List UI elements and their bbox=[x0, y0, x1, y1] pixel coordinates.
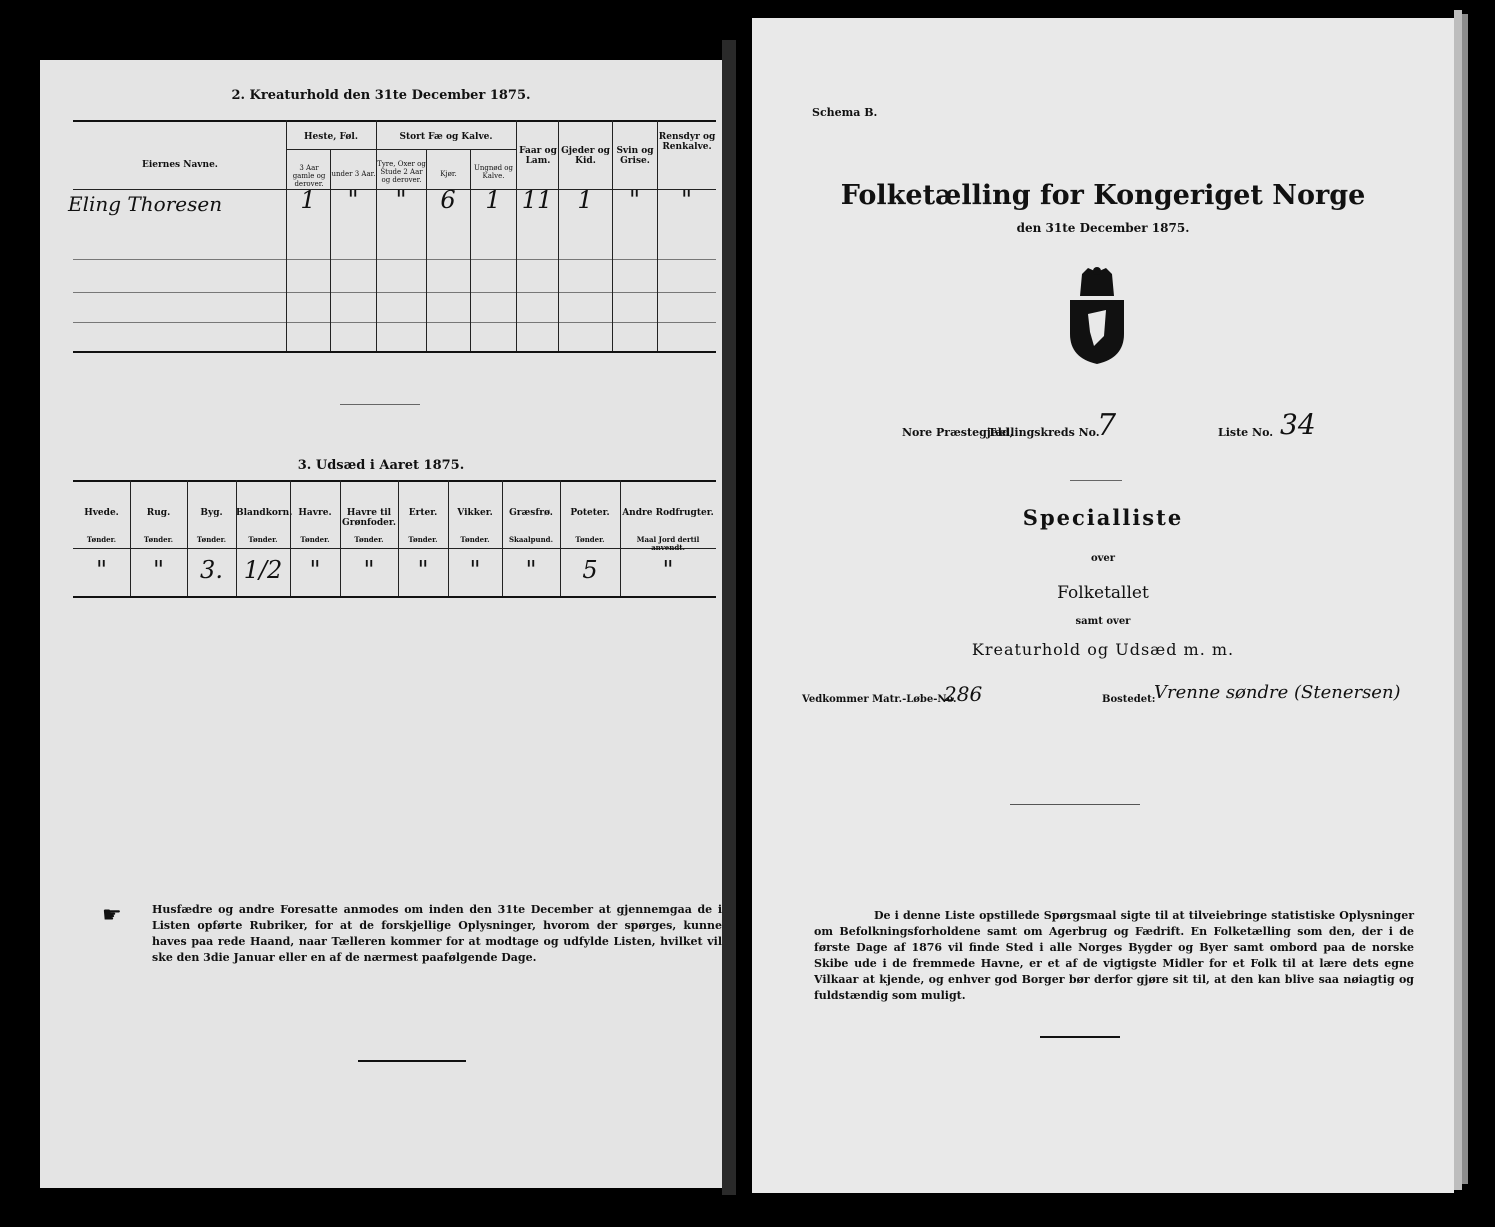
divider bbox=[1010, 804, 1140, 805]
header-pigs: Svin og Grise. bbox=[616, 146, 654, 166]
notice-text: Husfædre og andre Foresatte anmodes om inden den 31te December at gjennemgaa de i Listen opførte Rubriker, for at de forskjellige Oplysninger, hvorom der spørges, kunne haves paa rede Haand, naar Tælleren kommer for at modtage og udfylde Listen, hvilket vil ske den 3die Januar eller en af de nærmest paafølgende Dage. bbox=[152, 903, 722, 964]
col-line bbox=[376, 120, 377, 351]
coat-of-arms-icon bbox=[1054, 266, 1140, 366]
section3-title: 3. Udsæd i Aaret 1875. bbox=[297, 458, 465, 473]
binding-gutter bbox=[722, 40, 736, 1195]
sowing-header-unit: Maal Jord dertil anvendt. bbox=[636, 535, 700, 552]
table2-row-rule bbox=[73, 292, 716, 293]
sowing-header-name: Havre til Grønfoder. bbox=[342, 508, 396, 528]
info-paragraph: De i denne Liste opstillede Spørgsmaal sigte til at tilveiebringe statistiske Oplysninger om Befolkningsforholdene samt om Agerbrug og Fædrift. En Folketælling som den, der i de første Dage af 1876 vil finde Sted i alle Norges Bygder og Byer samt ombord paa de norske Skibe ude i de fremmede Havne, er et af de vigtigste Midler for et Folk til at lære dets egne Vilkaar at kjende, og enhver god Borger bør derfor gjøre sit til, at den kan blive saa nøiagtig og fuldstændig som muligt. bbox=[814, 909, 1414, 1002]
sowing-value: " bbox=[95, 556, 108, 584]
folketallet-title: Folketallet bbox=[1057, 583, 1149, 603]
sowing-header-unit: Tønder. bbox=[143, 535, 174, 544]
sowing-header-unit: Tønder. bbox=[248, 535, 278, 544]
sowing-header-unit: Tønder. bbox=[300, 535, 330, 544]
header-horses: Heste, Føl. bbox=[304, 132, 358, 142]
main-title: Folketælling for Kongeriget Norge bbox=[840, 180, 1366, 211]
value-horses-old: 1 bbox=[300, 186, 316, 214]
district-value: 7 bbox=[1097, 408, 1117, 443]
pointing-hand-icon: ☛ bbox=[102, 903, 122, 928]
header-horses-young: under 3 Aar. bbox=[331, 170, 376, 178]
right-page bbox=[752, 18, 1454, 1193]
sowing-header-unit: Tønder. bbox=[354, 535, 384, 544]
col-line bbox=[330, 149, 331, 351]
sowing-header-name: Poteter. bbox=[570, 508, 610, 518]
table3-bottom-rule bbox=[73, 596, 716, 598]
matr-label: Vedkommer Matr.-Løbe-No. bbox=[802, 694, 957, 705]
table2-top-rule bbox=[73, 120, 716, 122]
bosted-value: Vrenne søndre (Stenersen) bbox=[1154, 682, 1401, 703]
header-cattle: Stort Fæ og Kalve. bbox=[399, 132, 493, 142]
col-line bbox=[516, 120, 517, 351]
value-reindeer: " bbox=[680, 186, 693, 214]
page-edge bbox=[1454, 10, 1462, 1190]
header-cattle-young: Ungnød og Kalve. bbox=[473, 164, 513, 180]
district-label: Tællingskreds No. bbox=[988, 426, 1100, 439]
owner-name: Eling Thoresen bbox=[68, 192, 223, 216]
header-reindeer: Rensdyr og Renkalve. bbox=[658, 132, 716, 152]
list-label: Liste No. bbox=[1218, 426, 1274, 439]
value-cattle-bulls: " bbox=[395, 186, 407, 214]
schema-label: Schema B. bbox=[812, 106, 878, 119]
header-cattle-cows: Kjør. bbox=[440, 170, 457, 178]
sowing-header-unit: Skaalpund. bbox=[508, 535, 554, 544]
sowing-value: " bbox=[309, 556, 321, 584]
samt-over-line: samt over bbox=[1075, 616, 1131, 627]
sowing-header-name: Andre Rodfrugter. bbox=[622, 508, 714, 518]
sowing-header-name: Blandkorn. bbox=[236, 508, 293, 518]
sowing-header-name: Erter. bbox=[408, 508, 438, 518]
sowing-value: " bbox=[363, 556, 375, 584]
sowing-header-unit: Tønder. bbox=[460, 535, 490, 544]
divider bbox=[358, 1060, 466, 1062]
sowing-header-name: Hvede. bbox=[84, 508, 119, 518]
divider bbox=[1040, 1036, 1120, 1038]
table2-row-rule bbox=[73, 259, 716, 260]
cattle-sub-rule bbox=[376, 149, 516, 150]
sowing-value: " bbox=[525, 556, 537, 584]
table2-bottom-rule bbox=[73, 351, 716, 353]
date-line: den 31te December 1875. bbox=[1016, 221, 1190, 235]
bosted-label: Bostedet: bbox=[1102, 694, 1156, 705]
header-horses-old: 3 Aar gamle og derover. bbox=[292, 164, 326, 188]
table2-row-rule bbox=[73, 322, 716, 323]
sowing-header-unit: Tønder. bbox=[575, 535, 605, 544]
sowing-value: " bbox=[152, 556, 165, 584]
left-page bbox=[40, 60, 722, 1188]
sowing-header-unit: Tønder. bbox=[196, 535, 227, 544]
col-line bbox=[426, 149, 427, 351]
value-sheep: 11 bbox=[521, 186, 553, 214]
header-goats: Gjeder og Kid. bbox=[561, 146, 610, 166]
sowing-header-unit: Tønder. bbox=[408, 535, 438, 544]
value-pigs: " bbox=[628, 186, 641, 214]
sowing-header-name: Græsfrø. bbox=[509, 508, 553, 518]
divider bbox=[340, 404, 420, 405]
col-line bbox=[286, 120, 287, 351]
specialliste-title: Specialliste bbox=[1022, 505, 1184, 530]
list-value: 34 bbox=[1280, 408, 1316, 441]
header-cattle-bulls: Tyre, Oxer og Stude 2 Aar og derover. bbox=[377, 160, 426, 184]
value-cattle-young: 1 bbox=[485, 186, 501, 214]
sowing-value: " bbox=[417, 556, 429, 584]
sowing-value: 5 bbox=[582, 556, 598, 584]
parish-label: Nore Præstegjeld, bbox=[902, 426, 1014, 439]
page-edge bbox=[1462, 14, 1468, 1184]
sowing-header-name: Vikker. bbox=[457, 508, 493, 518]
sowing-header-name: Rug. bbox=[146, 508, 171, 518]
sowing-header-unit: Tønder. bbox=[86, 535, 117, 544]
value-goats: 1 bbox=[577, 186, 593, 214]
sowing-header-name: Havre. bbox=[298, 508, 332, 518]
value-cattle-cows: 6 bbox=[440, 186, 456, 214]
sowing-value: " bbox=[662, 556, 674, 584]
kreaturhold-title: Kreaturhold og Udsæd m. m. bbox=[971, 640, 1235, 659]
header-owner: Eiernes Navne. bbox=[142, 160, 218, 170]
header-sheep: Faar og Lam. bbox=[519, 146, 557, 166]
section2-title: 2. Kreaturhold den 31te December 1875. bbox=[231, 88, 531, 103]
sowing-value: 3. bbox=[200, 556, 223, 584]
sowing-header-name: Byg. bbox=[200, 508, 223, 518]
divider bbox=[1070, 480, 1122, 481]
col-line bbox=[657, 120, 658, 351]
sowing-value: 1/2 bbox=[243, 556, 283, 584]
value-horses-young: " bbox=[347, 186, 359, 214]
over-line: over bbox=[1090, 553, 1116, 564]
matr-value: 286 bbox=[944, 682, 983, 706]
horses-sub-rule bbox=[286, 149, 376, 150]
sowing-value: " bbox=[469, 556, 481, 584]
